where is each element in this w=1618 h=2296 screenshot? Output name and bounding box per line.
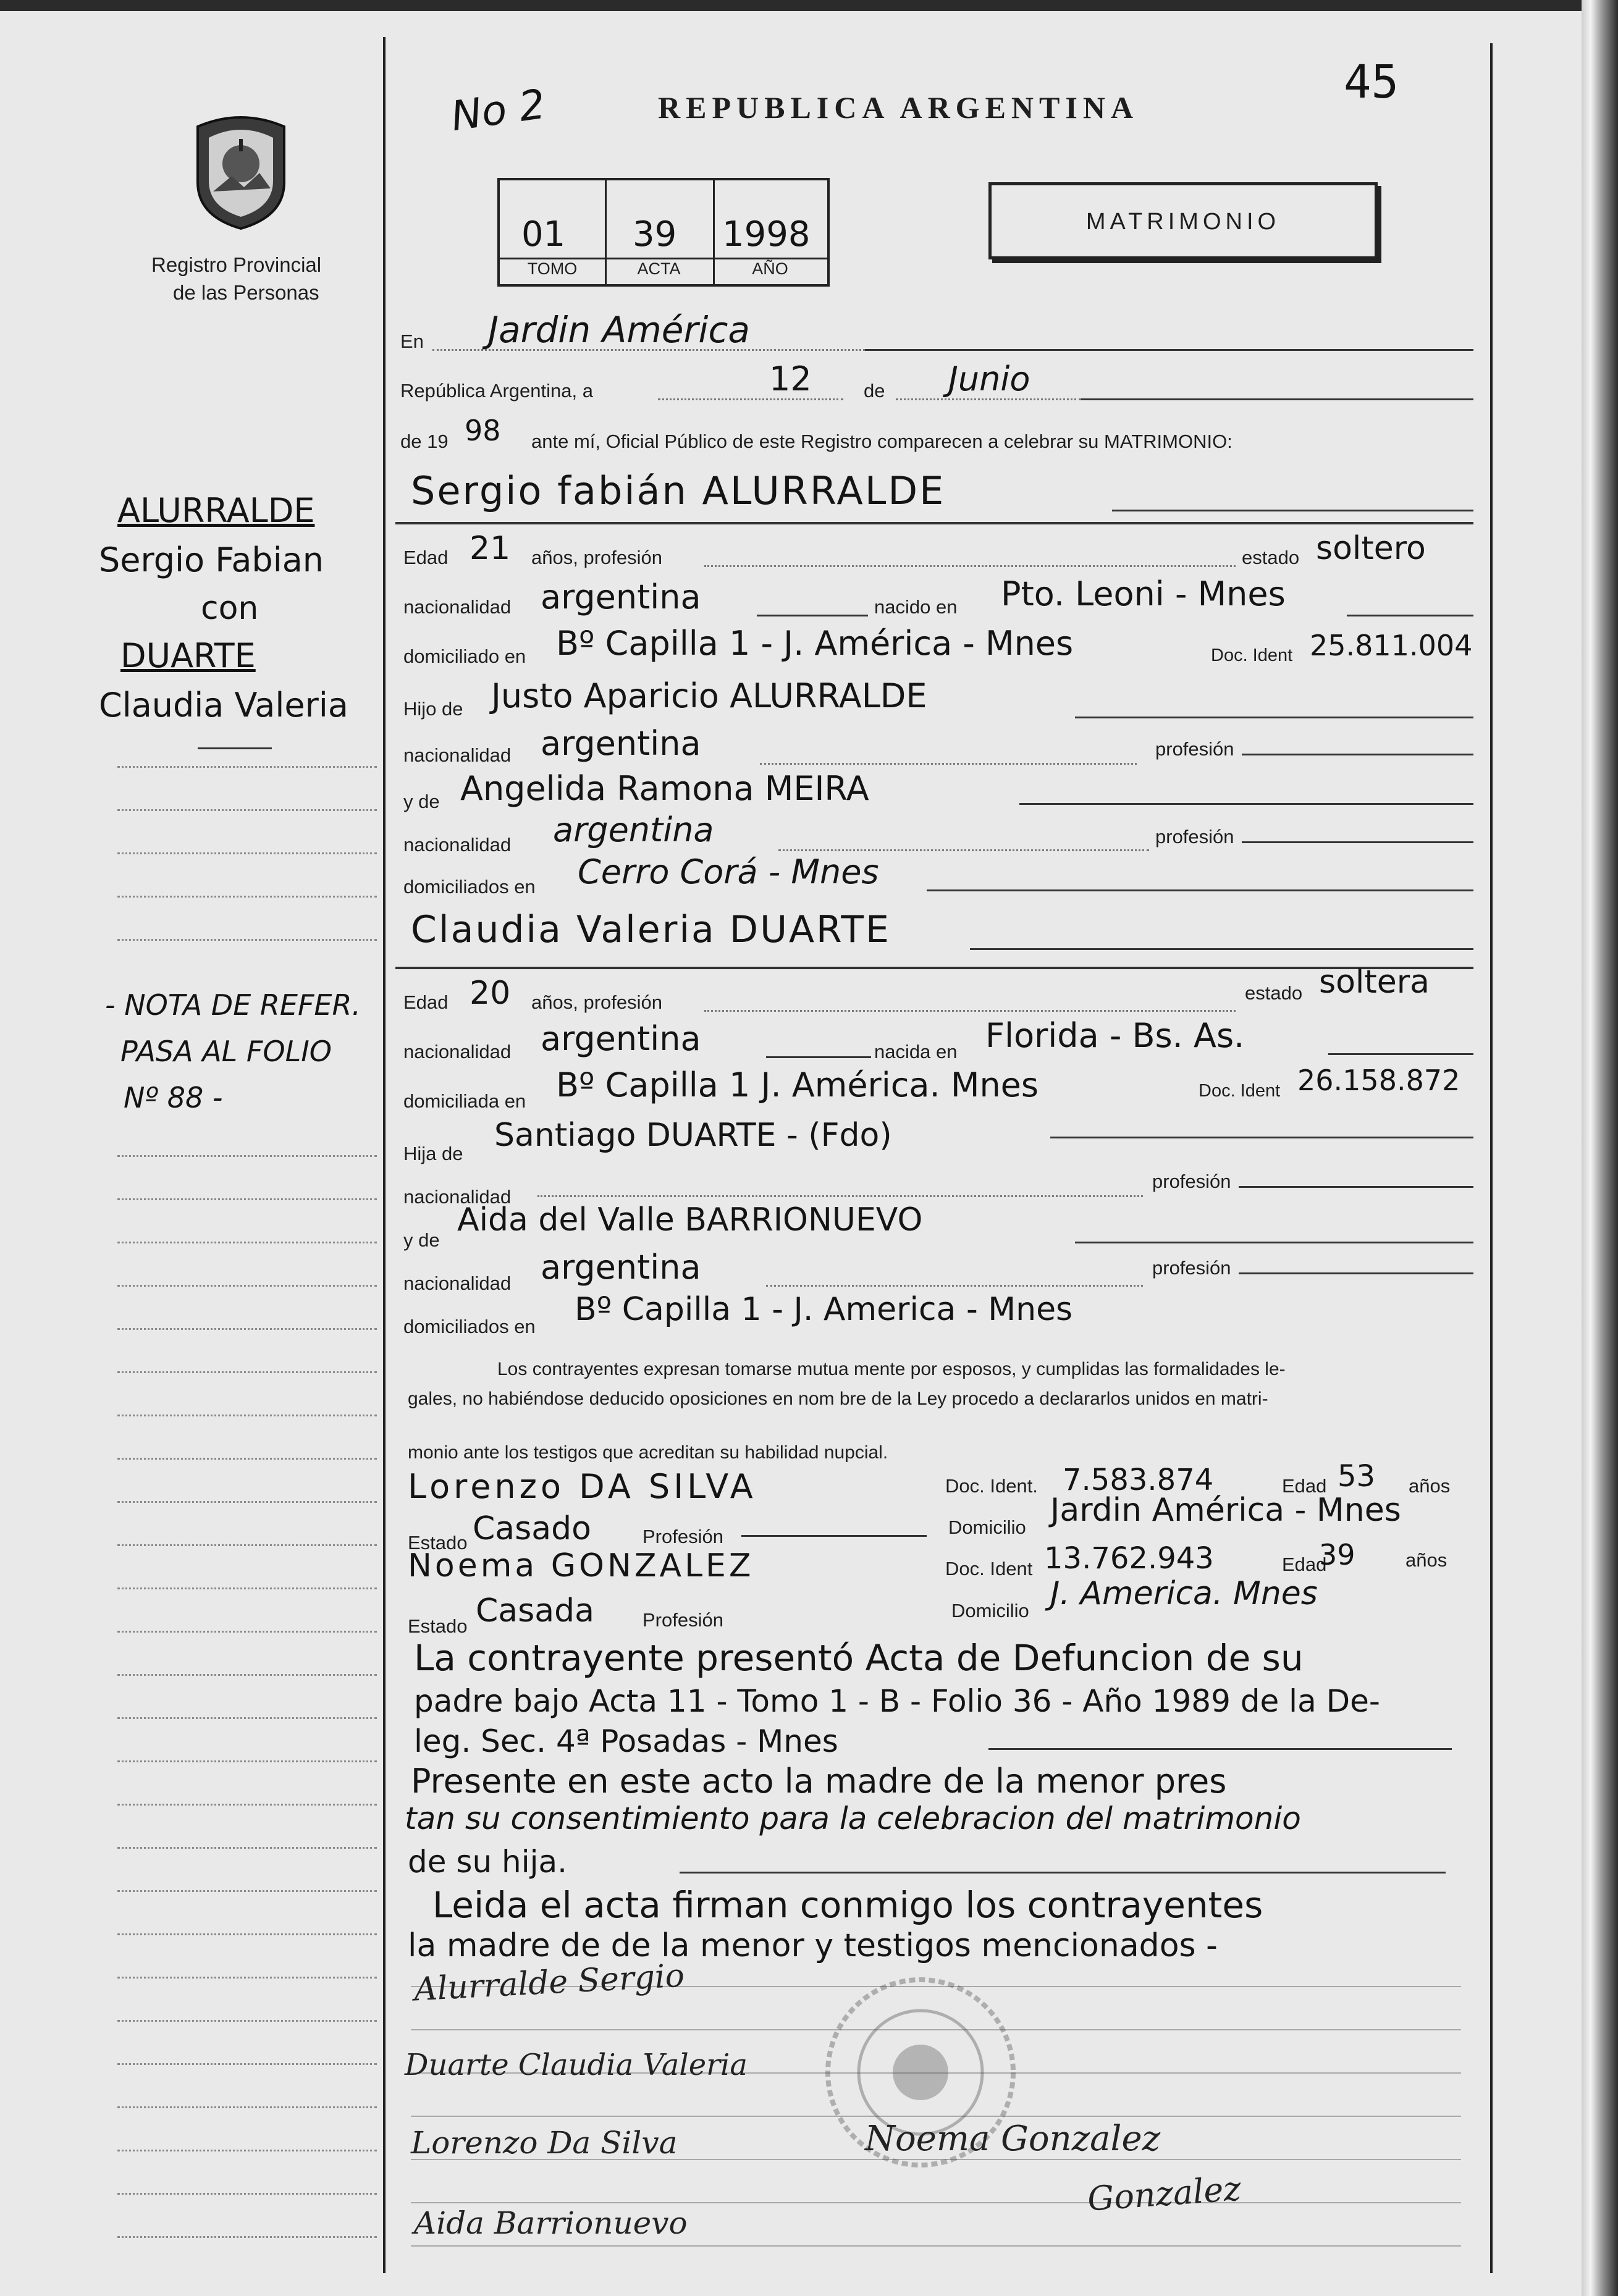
field-line: [704, 565, 1236, 567]
groom-nacionalidad: argentina: [541, 578, 701, 616]
label-profesion-w: Profesión: [643, 1609, 723, 1631]
margin-dotline: [117, 1501, 377, 1503]
margin-nota1: - NOTA DE REFER.: [105, 988, 361, 1022]
bride-domicilio: Bº Capilla 1 J. América. Mnes: [556, 1066, 1039, 1104]
label-y-de: y de: [403, 1229, 440, 1251]
label-estado-w: Estado: [408, 1615, 468, 1637]
margin-dotline: [117, 1242, 377, 1243]
groom-madre-nac: argentina: [553, 810, 714, 849]
margin-name2: Claudia Valeria: [99, 686, 348, 725]
field-line: [1050, 1137, 1473, 1138]
label-profesion-w: Profesión: [643, 1526, 723, 1547]
field-line: [778, 849, 1149, 851]
bride-doc: 26.158.872: [1297, 1064, 1460, 1097]
field-line: [970, 948, 1473, 950]
margin-dotline: [117, 1847, 377, 1849]
field-line: [1081, 398, 1473, 400]
label-domiciliados-en: domiciliados en: [403, 1316, 536, 1337]
label-estado: estado: [1242, 547, 1300, 568]
field-line: [760, 763, 1137, 765]
anio-suffix-value: 98: [465, 414, 501, 447]
margin-nota3: Nº 88 -: [124, 1081, 223, 1114]
label-domicilio: Domicilio: [951, 1600, 1029, 1621]
field-line: [1019, 803, 1473, 805]
signature-official: Gonzalez: [1086, 2169, 1242, 2219]
label-nacionalidad: nacionalidad: [403, 1186, 512, 1208]
field-line: [1239, 1272, 1473, 1274]
field-line: [680, 1872, 1446, 1873]
groom-domicilio: Bº Capilla 1 - J. América - Mnes: [556, 624, 1074, 663]
margin-dotline: [117, 1458, 377, 1460]
label-profesion: profesión: [1152, 1257, 1231, 1279]
signature-bride: Duarte Claudia Valeria: [405, 2048, 748, 2082]
label-y-de: y de: [403, 791, 440, 812]
margin-dotline: [117, 1674, 377, 1676]
country-title: REPUBLICA ARGENTINA: [658, 90, 1139, 125]
label-nacionalidad: nacionalidad: [403, 596, 512, 618]
margin-dotline: [117, 1760, 377, 1762]
note-line: la madre de de la menor y testigos mencionados -: [408, 1927, 1218, 1964]
field-line: [704, 1010, 1236, 1012]
field-line: [896, 398, 1081, 400]
witness2-doc: 13.762.943: [1044, 1541, 1214, 1576]
margin-dotline: [117, 2193, 377, 2195]
margin-dotline: [117, 896, 377, 898]
margin-dotline: [117, 766, 377, 768]
label-republica: República Argentina, a: [400, 380, 593, 402]
margin-dotline: [117, 1328, 377, 1330]
label-domiciliados-en: domiciliados en: [403, 876, 536, 898]
witness1-doc: 7.583.874: [1063, 1463, 1214, 1497]
bride-nacida-en: Florida - Bs. As.: [985, 1016, 1245, 1055]
acta-label: ACTA: [605, 258, 713, 279]
signature-witness2: Noema Gonzalez: [865, 2119, 1161, 2159]
label-doc-ident: Doc. Ident: [1199, 1081, 1281, 1101]
label-anios-profesion: años, profesión: [531, 547, 662, 568]
registry-line2: de las Personas: [173, 281, 319, 304]
field-line: [741, 1535, 927, 1537]
groom-nacido-en: Pto. Leoni - Mnes: [1001, 574, 1286, 613]
label-ante-mi: ante mí, Oficial Público de este Registro comparecen a celebrar su MATRIMONIO:: [531, 431, 1232, 452]
label-nacionalidad: nacionalidad: [403, 1041, 512, 1062]
signature-witness1: Lorenzo Da Silva: [411, 2125, 678, 2161]
field-line: [927, 889, 1473, 891]
label-domicilio: Domicilio: [948, 1516, 1026, 1538]
ruled-line: [411, 2245, 1461, 2247]
field-line: [658, 398, 843, 400]
label-estado: estado: [1245, 982, 1303, 1004]
margin-dotline: [117, 2106, 377, 2108]
witness2-name: Noema GONZALEZ: [408, 1547, 754, 1584]
field-line: [757, 615, 868, 616]
margin-dotline: [117, 852, 377, 854]
record-number-box: [497, 178, 830, 287]
margin-nota2: PASA AL FOLIO: [120, 1035, 332, 1068]
label-estado-w: Estado: [408, 1532, 468, 1554]
section-rule: [395, 522, 1473, 524]
note-line: La contrayente presentó Acta de Defuncion de su: [414, 1637, 1304, 1679]
margin-dotline: [117, 1544, 377, 1546]
margin-dotline: [117, 1371, 377, 1373]
margin-surname1: ALURRALDE: [117, 491, 315, 530]
label-profesion: profesión: [1152, 1171, 1231, 1192]
margin-dotline: [117, 939, 377, 941]
label-doc-ident-w: Doc. Ident.: [945, 1475, 1038, 1497]
label-domiciliada-en: domiciliada en: [403, 1090, 526, 1112]
margin-dotline: [117, 1977, 377, 1979]
label-domiciliado-en: domiciliado en: [403, 645, 526, 667]
margin-name1: Sergio Fabian: [99, 540, 324, 579]
signature-groom: Alurralde Sergio: [413, 1957, 686, 2009]
field-line: [766, 1056, 871, 1058]
groom-doc: 25.811.004: [1310, 629, 1473, 662]
field-line: [1112, 510, 1473, 511]
bride-name: Claudia Valeria DUARTE: [411, 908, 891, 951]
bride-padre: Santiago DUARTE - (Fdo): [494, 1117, 892, 1154]
tomo-label: TOMO: [500, 258, 605, 279]
bride-padres-dom: Bº Capilla 1 - J. America - Mnes: [575, 1291, 1073, 1328]
registry-line1: Registro Provincial: [151, 253, 322, 276]
anio-value: 1998: [722, 214, 811, 254]
label-doc-ident: Doc. Ident: [1211, 645, 1293, 665]
label-hija-de: Hija de: [403, 1143, 463, 1164]
witness1-domicilio: Jardin América - Mnes: [1050, 1492, 1401, 1529]
label-nacionalidad: nacionalidad: [403, 1272, 512, 1294]
bride-nacionalidad: argentina: [541, 1019, 701, 1058]
bride-edad: 20: [470, 975, 511, 1012]
field-line: [1075, 1242, 1473, 1243]
label-edad: Edad: [403, 991, 449, 1013]
declaration-line3: monio ante los testigos que acreditan su habilidad nupcial.: [408, 1442, 888, 1463]
margin-dotline: [117, 1285, 377, 1287]
lugar-value: Jardin América: [488, 309, 750, 351]
field-line: [1347, 615, 1473, 616]
groom-padre: Justo Aparicio ALURRALDE: [491, 676, 927, 715]
label-anios: años: [1405, 1549, 1447, 1571]
margin-dotline: [117, 1415, 377, 1416]
field-line: [1075, 717, 1473, 718]
margin-dotline: [117, 1804, 377, 1806]
margin-con: con: [201, 590, 259, 627]
acta-value: 39: [633, 214, 677, 254]
tomo-value: 01: [521, 214, 566, 254]
margin-dotline: [117, 2236, 377, 2238]
provincial-seal-icon: [185, 108, 297, 232]
witness2-estado: Casada: [476, 1592, 595, 1629]
groom-estado: soltero: [1316, 530, 1426, 567]
margin-dotline: [117, 2063, 377, 2065]
witness1-name: Lorenzo DA SILVA: [408, 1467, 757, 1506]
label-hijo-de: Hijo de: [403, 698, 463, 720]
field-line: [1328, 1053, 1473, 1055]
field-line: [988, 1748, 1452, 1750]
label-en: En: [400, 330, 424, 352]
witness1-edad: 53: [1338, 1459, 1376, 1494]
bride-madre-nac: argentina: [541, 1248, 701, 1287]
note-line: padre bajo Acta 11 - Tomo 1 - B - Folio 36 - Año 1989 de la De-: [414, 1683, 1380, 1719]
label-de: de: [864, 380, 885, 402]
margin-dotline: [117, 1587, 377, 1589]
record-type: MATRIMONIO: [1085, 209, 1281, 235]
bride-estado: soltera: [1319, 964, 1430, 1001]
right-rule: [1490, 43, 1493, 2273]
label-profesion: profesión: [1155, 738, 1234, 760]
margin-dotline: [117, 1155, 377, 1157]
margin-rule: [383, 37, 386, 2273]
witness2-edad: 39: [1319, 1538, 1355, 1571]
field-line: [766, 1285, 1143, 1287]
witness2-domicilio: J. America. Mnes: [1050, 1575, 1318, 1612]
groom-name: Sergio fabián ALURRALDE: [411, 468, 946, 513]
note-line: leg. Sec. 4ª Posadas - Mnes: [414, 1723, 838, 1759]
note-line: de su hija.: [408, 1844, 568, 1880]
margin-dotline: [117, 1631, 377, 1633]
label-anios: años: [1409, 1475, 1451, 1497]
label-anios-profesion: años, profesión: [531, 991, 662, 1013]
bride-madre: Aida del Valle BARRIONUEVO: [457, 1201, 923, 1238]
field-line: [537, 1195, 1143, 1197]
margin-surname2: DUARTE: [120, 636, 256, 675]
margin-dotline: [117, 1890, 377, 1892]
note-line: Leida el acta firman conmigo los contrayentes: [432, 1884, 1263, 1926]
page-number: 45: [1344, 56, 1399, 109]
label-profesion: profesión: [1155, 826, 1234, 847]
groom-padres-dom: Cerro Corá - Mnes: [578, 852, 879, 891]
declaration-line2: gales, no habiéndose deducido oposiciones en nom bre de la Ley procedo a declararlos unidos en matri-: [408, 1389, 1268, 1409]
label-nacida-en: nacida en: [874, 1041, 958, 1062]
margin-dotline: [117, 809, 377, 811]
label-edad-w: Edad: [1282, 1475, 1327, 1497]
margin-underline: [198, 747, 272, 749]
ruled-line: [411, 2202, 1461, 2203]
groom-madre: Angelida Ramona MEIRA: [460, 769, 869, 808]
signature-mother: Aida Barrionuevo: [414, 2205, 688, 2241]
field-line: [865, 349, 1473, 351]
label-doc-ident-w: Doc. Ident: [945, 1558, 1033, 1579]
margin-dotline: [117, 2020, 377, 2022]
label-edad-w: Edad: [1282, 1554, 1327, 1575]
field-line: [1239, 1186, 1473, 1188]
declaration-line1: Los contrayentes expresan tomarse mutua mente por esposos, y cumplidas las formalidades le-: [497, 1359, 1286, 1379]
mes-value: Junio: [948, 360, 1030, 398]
groom-edad: 21: [470, 530, 511, 567]
margin-dotline: [117, 1198, 377, 1200]
anio-label: AÑO: [713, 258, 827, 279]
label-nacionalidad: nacionalidad: [403, 834, 512, 856]
book-binding-edge: [1582, 0, 1618, 2296]
label-de19: de 19: [400, 431, 449, 452]
dia-value: 12: [769, 360, 812, 398]
section-rule: [395, 967, 1473, 969]
margin-dotline: [117, 1717, 377, 1719]
note-line: Presente en este acto la madre de la menor pres: [411, 1762, 1227, 1801]
groom-padre-nac: argentina: [541, 724, 701, 763]
witness1-estado: Casado: [473, 1510, 591, 1547]
margin-dotline: [117, 2150, 377, 2151]
header-note: No 2: [448, 80, 549, 141]
field-line: [1242, 754, 1473, 755]
label-edad: Edad: [403, 547, 449, 568]
note-line: tan su consentimiento para la celebracion del matrimonio: [405, 1801, 1301, 1836]
margin-dotline: [117, 1933, 377, 1935]
label-nacido-en: nacido en: [874, 596, 958, 618]
label-nacionalidad: nacionalidad: [403, 744, 512, 766]
field-line: [1242, 841, 1473, 843]
record-type-box: [988, 182, 1378, 259]
